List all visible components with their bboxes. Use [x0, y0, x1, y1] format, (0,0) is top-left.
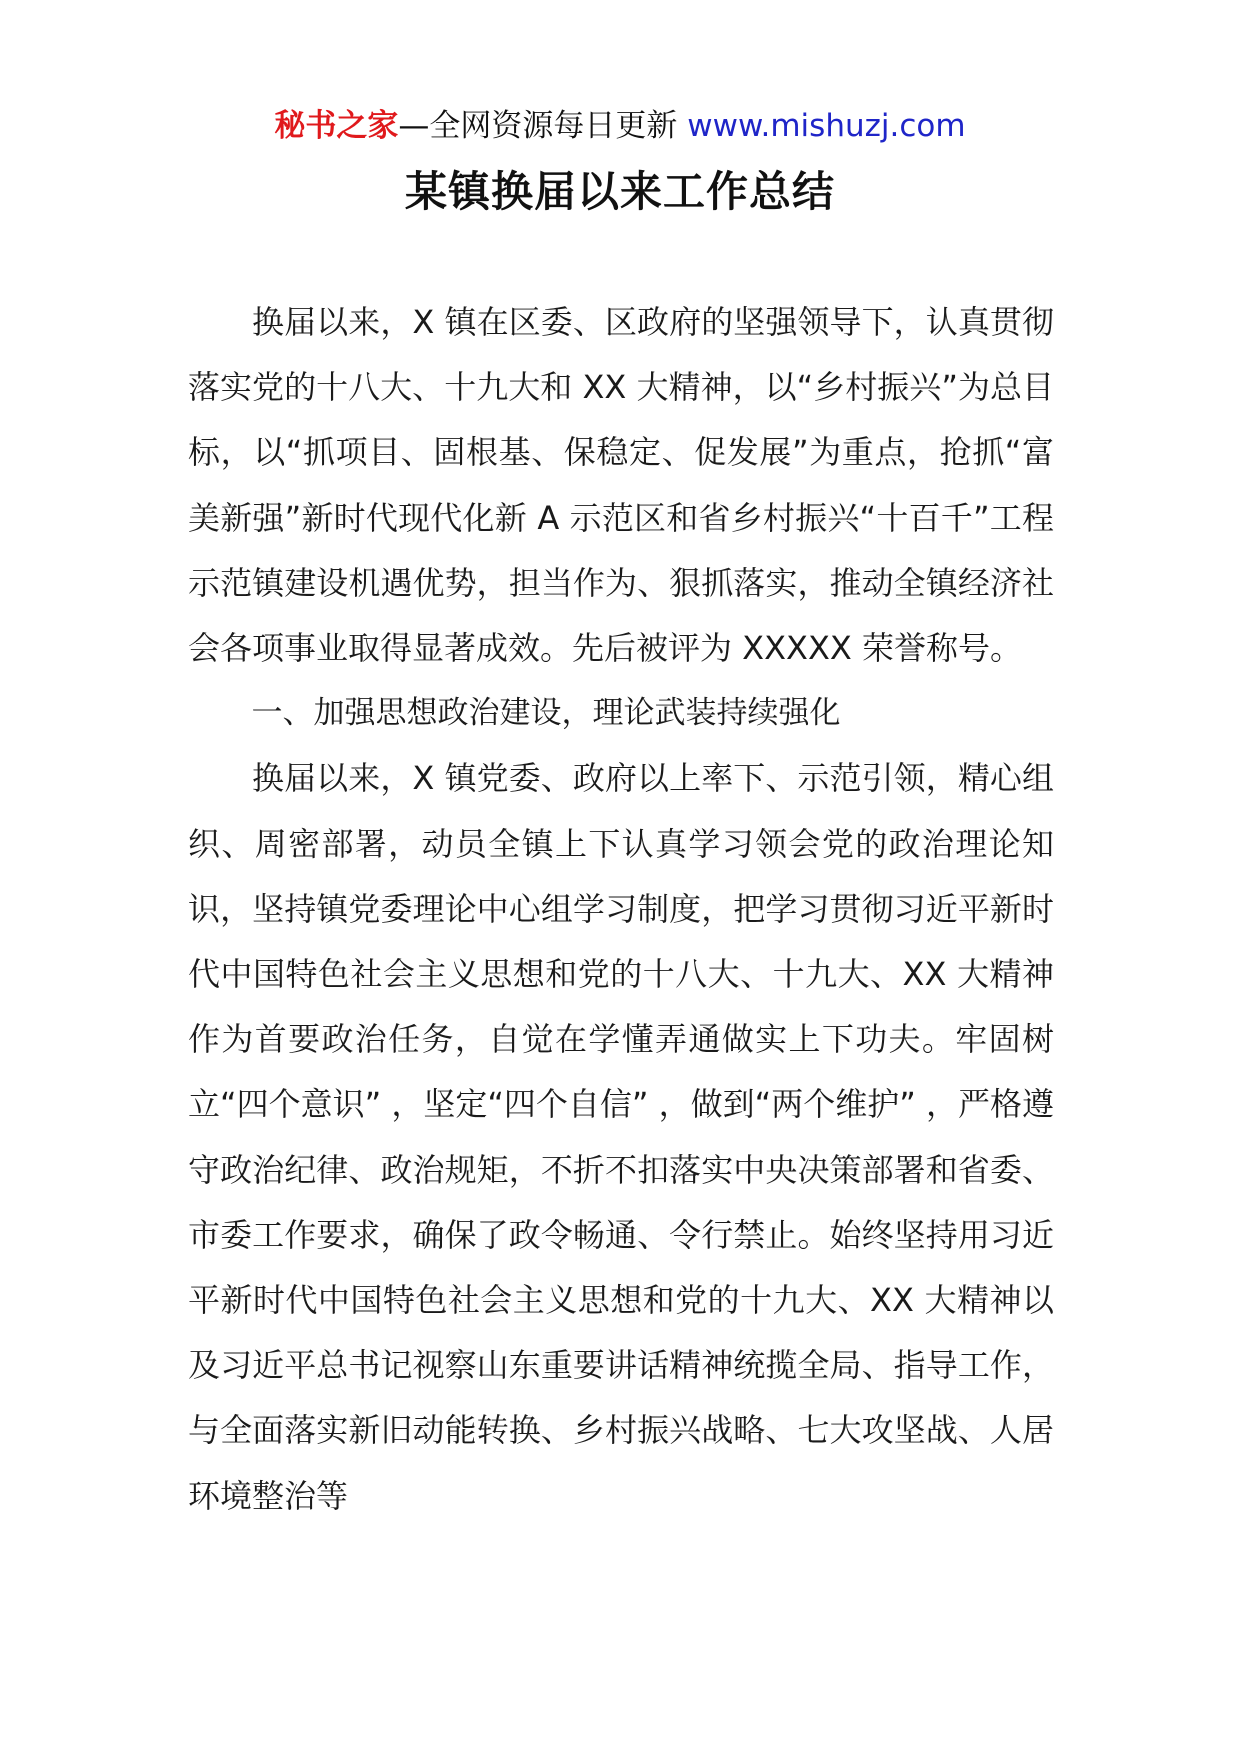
banner-brand: 秘书之家 — [274, 108, 399, 144]
banner-dash: — — [398, 108, 430, 144]
document-title: 某镇换届以来工作总结 — [404, 167, 835, 216]
intro-paragraph: 换届以来，X 镇在区委、区政府的坚强领导下，认真贯彻落实党的十八大、十九大和 XX 大精神，以“乡村振兴”为总目标，以“抓项目、固根基、保稳定、促发展”为重点，抢抓“富美新强”新时代现代化新 A 示范区和省乡村振兴“十百千”工程示范镇建设机遇优势，担当作为、狠抓落实，推动全镇经济社会各项事业取得显著成效。先后被评为 XXXXX 荣誉称号。 — [188, 303, 1054, 668]
banner-url[interactable]: www.mishuzj.com — [687, 108, 966, 144]
banner-slogan: 全网资源每日更新 — [429, 108, 688, 144]
section-paragraph: 换届以来，X 镇党委、政府以上率下、示范引领，精心组织、周密部署，动员全镇上下认真学习领会党的政治理论知识，坚持镇党委理论中心组学习制度，把学习贯彻习近平新时代中国特色社会主义思想和党的十八大、十九大、XX 大精神作为首要政治任务，自觉在学懂弄通做实上下功夫。牢固树立“四个意识” ，坚定“四个自信” ，做到“两个维护” ，严格遵守政治纪律、政治规矩，不折不扣落实中央决策部署和省委、市委工作要求，确保了政令畅通、令行禁止。始终坚持用习近平新时代中国特色社会主义思想和党的十九大、XX 大精神以及习近平总书记视察山东重要讲话精神统揽全局、指导工作，与全面落实新旧动能转换、乡村振兴战略、七大攻坚战、人居环境整治等 — [188, 759, 1054, 1515]
section-heading: 一、加强思想政治建设，理论武装持续强化 — [251, 695, 841, 732]
site-banner — [0, 104, 1240, 148]
document-body — [188, 290, 1054, 1529]
